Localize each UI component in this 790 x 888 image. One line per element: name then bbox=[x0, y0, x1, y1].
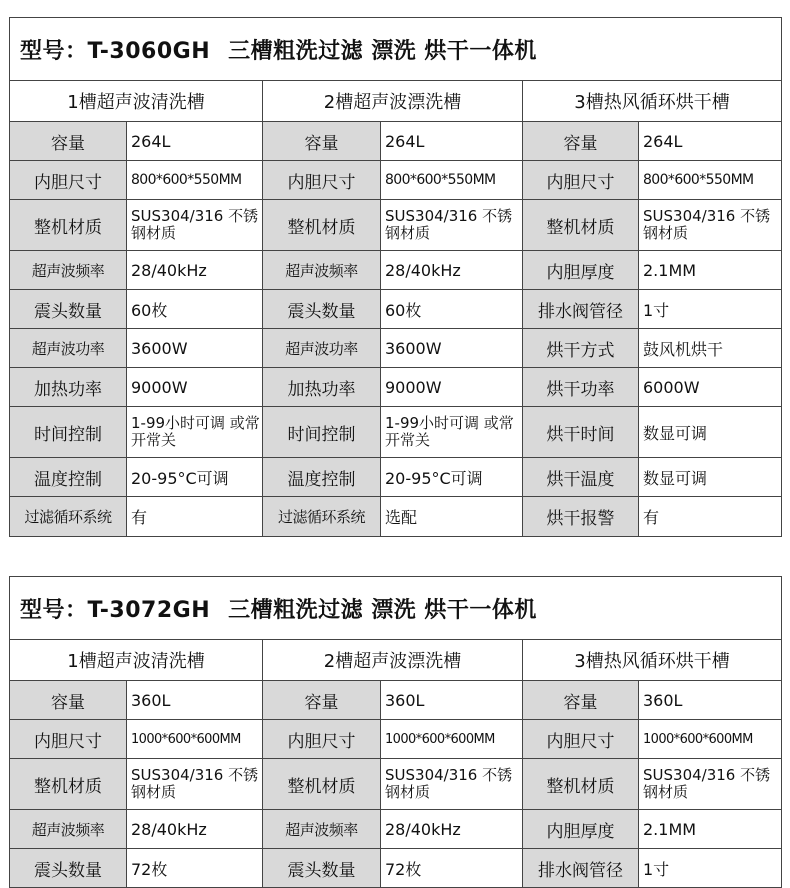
spec-label: 加热功率 bbox=[263, 368, 381, 407]
spec-value: 60枚 bbox=[381, 290, 523, 329]
spec-label: 排水阀管径 bbox=[523, 290, 639, 329]
spec-value: 28/40kHz bbox=[127, 251, 263, 290]
spec-value: 数显可调 bbox=[639, 458, 782, 497]
section-header-tank1: 1槽超声波清洗槽 bbox=[10, 81, 263, 122]
spec-label: 烘干时间 bbox=[523, 407, 639, 458]
spec-value: 28/40kHz bbox=[127, 810, 263, 849]
spec-value: 28/40kHz bbox=[381, 251, 523, 290]
table-row bbox=[10, 681, 782, 720]
section-header-tank1: 1槽超声波清洗槽 bbox=[10, 640, 263, 681]
table-row bbox=[10, 810, 782, 849]
spec-table-t3060gh bbox=[9, 17, 782, 537]
spec-label: 超声波频率 bbox=[10, 251, 127, 290]
spec-value: 360L bbox=[639, 681, 782, 720]
spec-label: 容量 bbox=[523, 681, 639, 720]
spec-value: 28/40kHz bbox=[381, 810, 523, 849]
spec-value: 72枚 bbox=[127, 849, 263, 888]
spec-value: 9000W bbox=[381, 368, 523, 407]
spec-value: 72枚 bbox=[381, 849, 523, 888]
spec-value: 1-99小时可调 或常开常关 bbox=[127, 407, 263, 458]
spec-label: 容量 bbox=[10, 681, 127, 720]
spec-label: 排水阀管径 bbox=[523, 849, 639, 888]
spec-label: 超声波频率 bbox=[10, 810, 127, 849]
spec-label: 震头数量 bbox=[10, 290, 127, 329]
spec-label: 内胆尺寸 bbox=[10, 161, 127, 200]
section-header-tank2: 2槽超声波漂洗槽 bbox=[263, 640, 523, 681]
spec-value: 264L bbox=[127, 122, 263, 161]
spec-value: 2.1MM bbox=[639, 251, 782, 290]
spec-label: 内胆尺寸 bbox=[263, 161, 381, 200]
spec-value: 2.1MM bbox=[639, 810, 782, 849]
spec-value: 800*600*550MM bbox=[381, 161, 523, 200]
table-row bbox=[10, 290, 782, 329]
table-row bbox=[10, 497, 782, 537]
spec-label: 内胆尺寸 bbox=[10, 720, 127, 759]
spec-label: 整机材质 bbox=[10, 759, 127, 810]
spec-value: 6000W bbox=[639, 368, 782, 407]
table-title bbox=[10, 577, 782, 640]
spec-label: 整机材质 bbox=[523, 759, 639, 810]
spec-value: SUS304/316 不锈钢材质 bbox=[127, 759, 263, 810]
spec-label: 内胆尺寸 bbox=[263, 720, 381, 759]
spec-value: SUS304/316 不锈钢材质 bbox=[639, 200, 782, 251]
table-row bbox=[10, 251, 782, 290]
table-row bbox=[10, 759, 782, 810]
spec-label: 超声波频率 bbox=[263, 810, 381, 849]
spec-value: 1寸 bbox=[639, 849, 782, 888]
spec-label: 内胆尺寸 bbox=[523, 161, 639, 200]
table-row bbox=[10, 849, 782, 888]
table-row bbox=[10, 329, 782, 368]
spec-value: 20-95°C可调 bbox=[127, 458, 263, 497]
section-header-tank3: 3槽热风循环烘干槽 bbox=[523, 81, 782, 122]
spec-value: 360L bbox=[381, 681, 523, 720]
table-row bbox=[10, 200, 782, 251]
spec-label: 温度控制 bbox=[263, 458, 381, 497]
spec-table-t3072gh bbox=[9, 576, 782, 888]
table-row bbox=[10, 458, 782, 497]
spec-label: 过滤循环系统 bbox=[10, 497, 127, 537]
spec-value: 选配 bbox=[381, 497, 523, 537]
spec-label: 震头数量 bbox=[263, 849, 381, 888]
machine-name: 三槽粗洗过滤 漂洗 烘干一体机 bbox=[228, 597, 537, 623]
spec-value: 有 bbox=[127, 497, 263, 537]
spec-label: 内胆厚度 bbox=[523, 810, 639, 849]
spec-label: 容量 bbox=[263, 122, 381, 161]
spec-value: 鼓风机烘干 bbox=[639, 329, 782, 368]
spec-label: 烘干报警 bbox=[523, 497, 639, 537]
spec-label: 内胆尺寸 bbox=[523, 720, 639, 759]
spec-value: SUS304/316 不锈钢材质 bbox=[639, 759, 782, 810]
spec-label: 时间控制 bbox=[10, 407, 127, 458]
spec-value: 1000*600*600MM bbox=[639, 720, 782, 759]
machine-name: 三槽粗洗过滤 漂洗 烘干一体机 bbox=[228, 38, 537, 64]
spec-label: 整机材质 bbox=[10, 200, 127, 251]
spec-value: 264L bbox=[381, 122, 523, 161]
spec-label: 整机材质 bbox=[263, 759, 381, 810]
spec-value: 9000W bbox=[127, 368, 263, 407]
spec-value: 800*600*550MM bbox=[639, 161, 782, 200]
spec-label: 超声波功率 bbox=[263, 329, 381, 368]
model-number: 型号：T-3060GH bbox=[20, 38, 211, 64]
spec-value: 有 bbox=[639, 497, 782, 537]
spec-value: 3600W bbox=[127, 329, 263, 368]
spec-label: 整机材质 bbox=[523, 200, 639, 251]
table-row bbox=[10, 368, 782, 407]
spec-value: SUS304/316 不锈钢材质 bbox=[127, 200, 263, 251]
spec-value: SUS304/316 不锈钢材质 bbox=[381, 759, 523, 810]
spec-label: 烘干方式 bbox=[523, 329, 639, 368]
spec-label: 加热功率 bbox=[10, 368, 127, 407]
spec-label: 超声波功率 bbox=[10, 329, 127, 368]
spec-value: 800*600*550MM bbox=[127, 161, 263, 200]
spec-value: 1寸 bbox=[639, 290, 782, 329]
table-row bbox=[10, 407, 782, 458]
spec-value: 1000*600*600MM bbox=[381, 720, 523, 759]
spec-label: 过滤循环系统 bbox=[263, 497, 381, 537]
spec-label: 烘干功率 bbox=[523, 368, 639, 407]
spec-label: 震头数量 bbox=[10, 849, 127, 888]
spec-value: 1000*600*600MM bbox=[127, 720, 263, 759]
spec-value: SUS304/316 不锈钢材质 bbox=[381, 200, 523, 251]
spec-label: 容量 bbox=[10, 122, 127, 161]
section-header-tank2: 2槽超声波漂洗槽 bbox=[263, 81, 523, 122]
spec-label: 时间控制 bbox=[263, 407, 381, 458]
spec-value: 数显可调 bbox=[639, 407, 782, 458]
table-title bbox=[10, 18, 782, 81]
spec-value: 360L bbox=[127, 681, 263, 720]
spec-label: 超声波频率 bbox=[263, 251, 381, 290]
section-header-tank3: 3槽热风循环烘干槽 bbox=[523, 640, 782, 681]
spec-label: 温度控制 bbox=[10, 458, 127, 497]
spec-label: 震头数量 bbox=[263, 290, 381, 329]
spec-value: 60枚 bbox=[127, 290, 263, 329]
spec-value: 20-95°C可调 bbox=[381, 458, 523, 497]
spec-value: 3600W bbox=[381, 329, 523, 368]
spec-label: 容量 bbox=[263, 681, 381, 720]
spec-label: 整机材质 bbox=[263, 200, 381, 251]
spec-value: 264L bbox=[639, 122, 782, 161]
spec-label: 内胆厚度 bbox=[523, 251, 639, 290]
model-number: 型号：T-3072GH bbox=[20, 597, 211, 623]
table-row bbox=[10, 122, 782, 161]
table-row bbox=[10, 720, 782, 759]
spec-label: 烘干温度 bbox=[523, 458, 639, 497]
spec-label: 容量 bbox=[523, 122, 639, 161]
spec-value: 1-99小时可调 或常开常关 bbox=[381, 407, 523, 458]
table-row bbox=[10, 161, 782, 200]
